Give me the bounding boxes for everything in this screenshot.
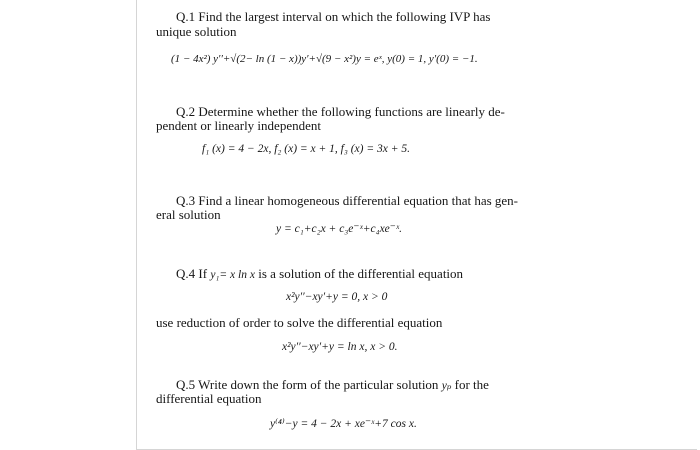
question-2-line-1: [176, 104, 505, 119]
question-3-line-2: eral solution: [156, 207, 221, 222]
question-4-line-1: [176, 266, 463, 283]
question-1-line-1: [176, 9, 490, 24]
question-5-inline-math: yₚ: [441, 380, 452, 392]
question-5-label: Q.5: [176, 377, 196, 392]
question-4-line-2: use reduction of order to solve the differential equation: [156, 315, 443, 330]
question-1-equation: (1 − 4x²) y′′+√(2− ln (1 − x))y′+√(9 − x²)y = eˣ, y(0) = 1, y′(0) = −1.: [171, 53, 478, 65]
question-2-text: Determine whether the following functions are linearly de-: [198, 104, 505, 119]
question-2-label: Q.2: [176, 104, 196, 119]
question-1-text: Find the largest interval on which the following IVP has: [198, 9, 491, 24]
question-4-equation-1: x²y′′−xy′+y = 0, x > 0: [286, 291, 388, 303]
question-4-inline-math: y₁= x ln x: [210, 269, 255, 281]
question-4-label: Q.4: [176, 266, 196, 281]
question-3-line-1: [176, 193, 518, 208]
question-5-text-pre: Write down the form of the particular solution: [198, 377, 439, 392]
question-3-text: Find a linear homogeneous differential equation that has gen-: [198, 193, 519, 208]
question-4-equation-2: x²y′′−xy′+y = ln x, x > 0.: [282, 341, 398, 353]
question-2-line-2: pendent or linearly independent: [156, 118, 321, 133]
question-3-label: Q.3: [176, 193, 196, 208]
question-5-text-post: for the: [454, 377, 489, 392]
question-4-text-pre: If: [198, 266, 208, 281]
question-3-equation: y = c₁+c₂x + c₃e⁻ˣ+c₄xe⁻ˣ.: [276, 223, 402, 235]
question-2-equation: f₁ (x) = 4 − 2x, f₂ (x) = x + 1, f₃ (x) = 3x + 5.: [202, 143, 410, 155]
question-5-equation: y⁽⁴⁾−y = 4 − 2x + xe⁻ˣ+7 cos x.: [270, 418, 417, 430]
question-1-line-2: unique solution: [156, 24, 237, 39]
question-4-text-post: is a solution of the differential equation: [258, 266, 464, 281]
question-1-label: Q.1: [176, 9, 196, 24]
question-5-line-2: differential equation: [156, 391, 262, 406]
